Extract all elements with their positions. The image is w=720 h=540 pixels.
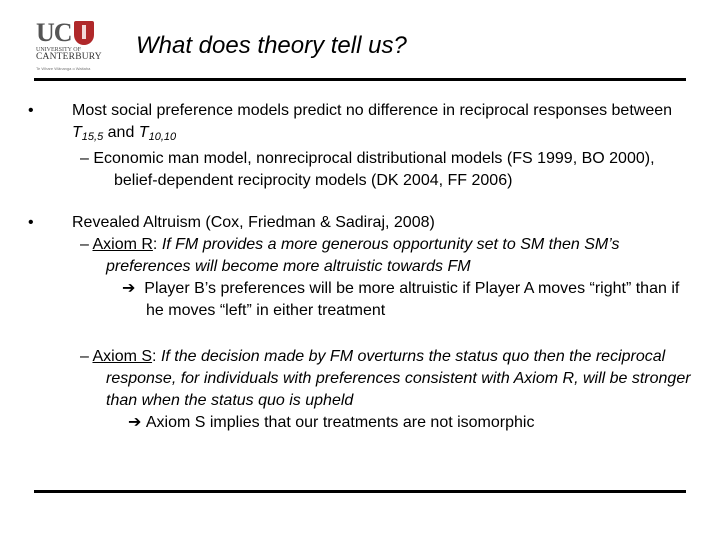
bullet-text: Revealed Altruism (Cox, Friedman & Sadiraj, 2008) [72, 214, 435, 231]
arrow-right-icon: ➔ [128, 414, 142, 431]
bullet-icon: • [28, 214, 34, 231]
axiom-r-text: If FM provides a more generous opportunity set to SM then SM’s preferences will become more altruistic towards FM [106, 236, 620, 275]
axiom-r-implication: ➔ Player B’s preferences will be more altruistic if Player A moves “right” than if he moves “left” in either treatment [122, 280, 680, 319]
footer-divider [34, 490, 686, 493]
arrow-right-icon: ➔ [122, 280, 136, 297]
sub-bullet-text: – Economic man model, nonreciprocal distributional models (FS 1999, BO 2000), belief-dependent reciprocity models (DK 2004, FF 2006) [80, 150, 655, 189]
crest-icon [74, 21, 94, 45]
university-logo [30, 18, 102, 70]
bullet-text: Most social preference models predict no difference in reciprocal responses between $T_{15,5}$ and $T_{10,10}$ [72, 102, 673, 143]
bullet-icon: • [28, 102, 34, 119]
logo-motto: Te Whare Wānanga o Waitaha [36, 66, 91, 71]
axiom-s-label: Axiom S [92, 348, 153, 365]
logo-name-line2: CANTERBURY [36, 52, 102, 62]
bullet-item [28, 100, 698, 192]
bullet-item [28, 212, 698, 434]
logo-name [36, 47, 102, 61]
axiom-s-item: – Axiom S: If the decision made by FM overturns the status quo then the reciprocal response, for individuals with preferences consistent with Axiom R, will be stronger than when the status quo is upheld [80, 348, 691, 409]
slide-body [28, 100, 698, 434]
axiom-s-text: If the decision made by FM overturns the status quo then the reciprocal response, for individuals with preferences consistent with Axiom R, will be stronger than when the status quo is upheld [106, 348, 691, 409]
axiom-r-item: – Axiom R: If FM provides a more generous opportunity set to SM then SM’s preferences will become more altruistic towards FM [80, 236, 620, 275]
axiom-s-implication: ➔ Axiom S implies that our treatments are not isomorphic [128, 414, 535, 431]
logo-name-line1: UNIVERSITY OF [36, 47, 81, 53]
logo-mark: UC [36, 18, 72, 47]
slide-title: What does theory tell us? [136, 32, 407, 59]
title-divider [34, 78, 686, 81]
axiom-r-label: Axiom R [92, 236, 153, 253]
